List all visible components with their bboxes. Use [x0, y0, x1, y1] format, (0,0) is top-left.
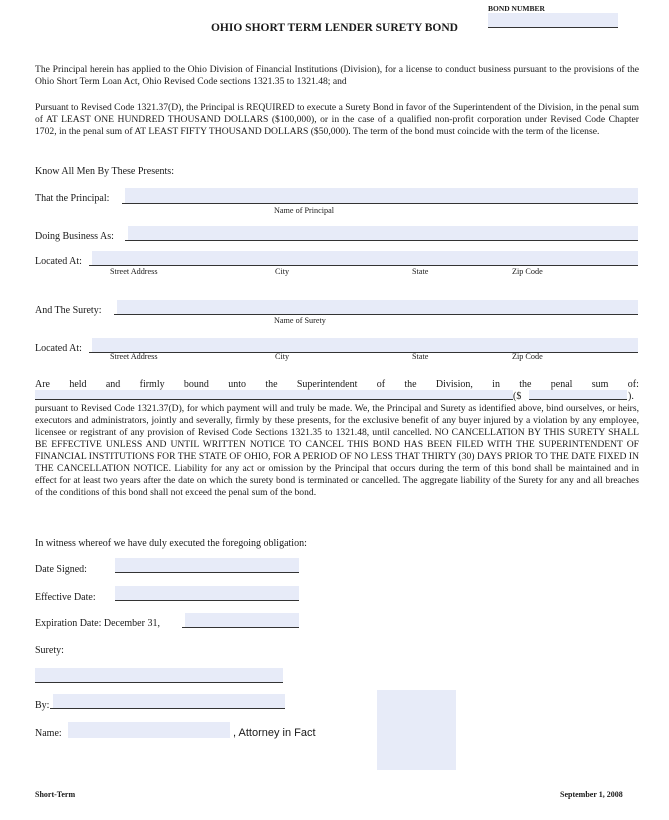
- bond-number-label: BOND NUMBER: [488, 4, 545, 13]
- held-word: held: [69, 379, 87, 390]
- principal-name-field[interactable]: [125, 188, 638, 203]
- dba-underline: [125, 240, 638, 241]
- surety-name-field[interactable]: [117, 300, 638, 314]
- held-word: of: [376, 379, 386, 390]
- principal-sublabel: Name of Principal: [274, 206, 335, 215]
- held-bound-line: [35, 379, 639, 390]
- witness-intro: In witness whereof we have duly executed the foregoing obligation:: [35, 538, 307, 549]
- surety-address-underline: [89, 352, 638, 353]
- held-word: unto: [228, 379, 247, 390]
- amount-open: ($: [513, 391, 522, 402]
- date-signed-label: Date Signed:: [35, 564, 87, 575]
- amount-close: ).: [628, 391, 634, 402]
- expiration-year-underline: [182, 627, 299, 628]
- held-word: in: [492, 379, 500, 390]
- know-all-men-text: Know All Men By These Presents:: [35, 166, 174, 177]
- held-word: of:: [627, 379, 639, 390]
- located-label-1: Located At:: [35, 256, 82, 267]
- held-word: the: [519, 379, 532, 390]
- surety-address-field[interactable]: [92, 338, 638, 352]
- held-word: Superintendent: [296, 379, 358, 390]
- held-word: the: [265, 379, 278, 390]
- footer-left: Short-Term: [35, 790, 76, 799]
- principal-address-field[interactable]: [92, 251, 638, 265]
- bond-terms-paragraph: pursuant to Revised Code 1321.37(D), for which payment will and truly be made. We, the Principal and Surety as identified above, bind ourselves, or heirs, executors and administrators, jointly and severally, firmly by these presents, for the exclusive benefit of any buyer injured by a violation by any employee, licensee or registrant of any provision of Revised Code Sections 1321.35 to 1321.48, until cancelled. NO CANCELLATION BY THIS SURETY SHALL BE EFFECTIVE UNLESS AND UNTIL WRITTEN NOTICE TO CANCEL THIS BOND HAS BEEN FILED WITH THE SUPERINTENDENT OF FINANCIAL INSTITUTIONS FOR THE STATE OF OHIO, FOR A PERIOD OF NO LESS THAT THIRTY (30) DAYS PRIOR TO THE DATE FIXED IN THE CANCELLATION NOTICE. Liability for any act or omission by the Principal that occurs during the term of this bond shall be maintained and in effect for at least two years after the date on which the surety bond is terminated or cancelled. The aggregate liability of the Surety for any and all breaches of the conditions of this bond shall not exceed the penal sum of the bond.: [35, 403, 639, 498]
- expiration-year-field[interactable]: [185, 613, 299, 627]
- intro-paragraph-2: Pursuant to Revised Code 1321.37(D), the Principal is REQUIRED to execute a Surety Bond in favor of the Superintendent of the Division, in the penal sum of AT LEAST ONE HUNDRED THOUSAND DOLLARS ($100,000), or in the case of a qualified non-profit corporation under Revised Code Chapter 1702, in the penal sum of AT LEAST FIFTY THOUSAND DOLLARS ($50,000). The term of the bond must coincide with the term of the license.: [35, 102, 639, 137]
- dba-field[interactable]: [128, 226, 638, 240]
- by-underline: [50, 708, 285, 709]
- expiration-date-label: Expiration Date: December 31,: [35, 618, 160, 629]
- attorney-in-fact-label: , Attorney in Fact: [233, 727, 316, 739]
- surety-label: And The Surety:: [35, 305, 102, 316]
- held-word: penal: [550, 379, 573, 390]
- surety-sublabel: Name of Surety: [274, 316, 326, 325]
- penal-sum-words-underline: [35, 399, 513, 400]
- by-field[interactable]: [53, 694, 285, 708]
- penal-sum-amount-underline: [529, 399, 627, 400]
- attorney-name-field[interactable]: [68, 722, 230, 738]
- date-signed-underline: [115, 572, 299, 573]
- held-word: sum: [591, 379, 609, 390]
- footer-right: September 1, 2008: [560, 790, 623, 799]
- surety-underline: [114, 314, 638, 315]
- zip-sublabel-2: Zip Code: [512, 352, 543, 361]
- surety-signature-label: Surety:: [35, 645, 64, 656]
- effective-date-label: Effective Date:: [35, 592, 96, 603]
- principal-address-underline: [89, 265, 638, 266]
- surety-signature-underline: [35, 682, 283, 683]
- state-sublabel-1: State: [412, 267, 429, 276]
- held-word: the: [404, 379, 417, 390]
- document-title: OHIO SHORT TERM LENDER SURETY BOND: [210, 22, 458, 34]
- seal-area-field[interactable]: [377, 690, 456, 770]
- principal-label: That the Principal:: [35, 193, 110, 204]
- city-sublabel-1: City: [275, 267, 290, 276]
- held-word: firmly: [139, 379, 165, 390]
- dba-label: Doing Business As:: [35, 231, 114, 242]
- principal-underline: [122, 203, 638, 204]
- effective-date-field[interactable]: [115, 586, 299, 600]
- held-word: bound: [183, 379, 209, 390]
- surety-signature-field[interactable]: [35, 668, 283, 682]
- by-label: By:: [35, 700, 50, 711]
- intro-paragraph-1: The Principal herein has applied to the Ohio Division of Financial Institutions (Division), for a license to conduct business pursuant to the provisions of the Ohio Short Term Loan Act, Ohio Revised Code sections 1321.35 to 1321.48; and: [35, 64, 639, 87]
- street-sublabel-1: Street Address: [110, 267, 158, 276]
- city-sublabel-2: City: [275, 352, 290, 361]
- zip-sublabel-1: Zip Code: [512, 267, 543, 276]
- held-word: Are: [35, 379, 50, 390]
- date-signed-field[interactable]: [115, 558, 299, 572]
- state-sublabel-2: State: [412, 352, 429, 361]
- located-label-2: Located At:: [35, 343, 82, 354]
- street-sublabel-2: Street Address: [110, 352, 158, 361]
- held-word: and: [105, 379, 121, 390]
- name-label: Name:: [35, 728, 62, 739]
- held-word: Division,: [435, 379, 473, 390]
- effective-date-underline: [115, 600, 299, 601]
